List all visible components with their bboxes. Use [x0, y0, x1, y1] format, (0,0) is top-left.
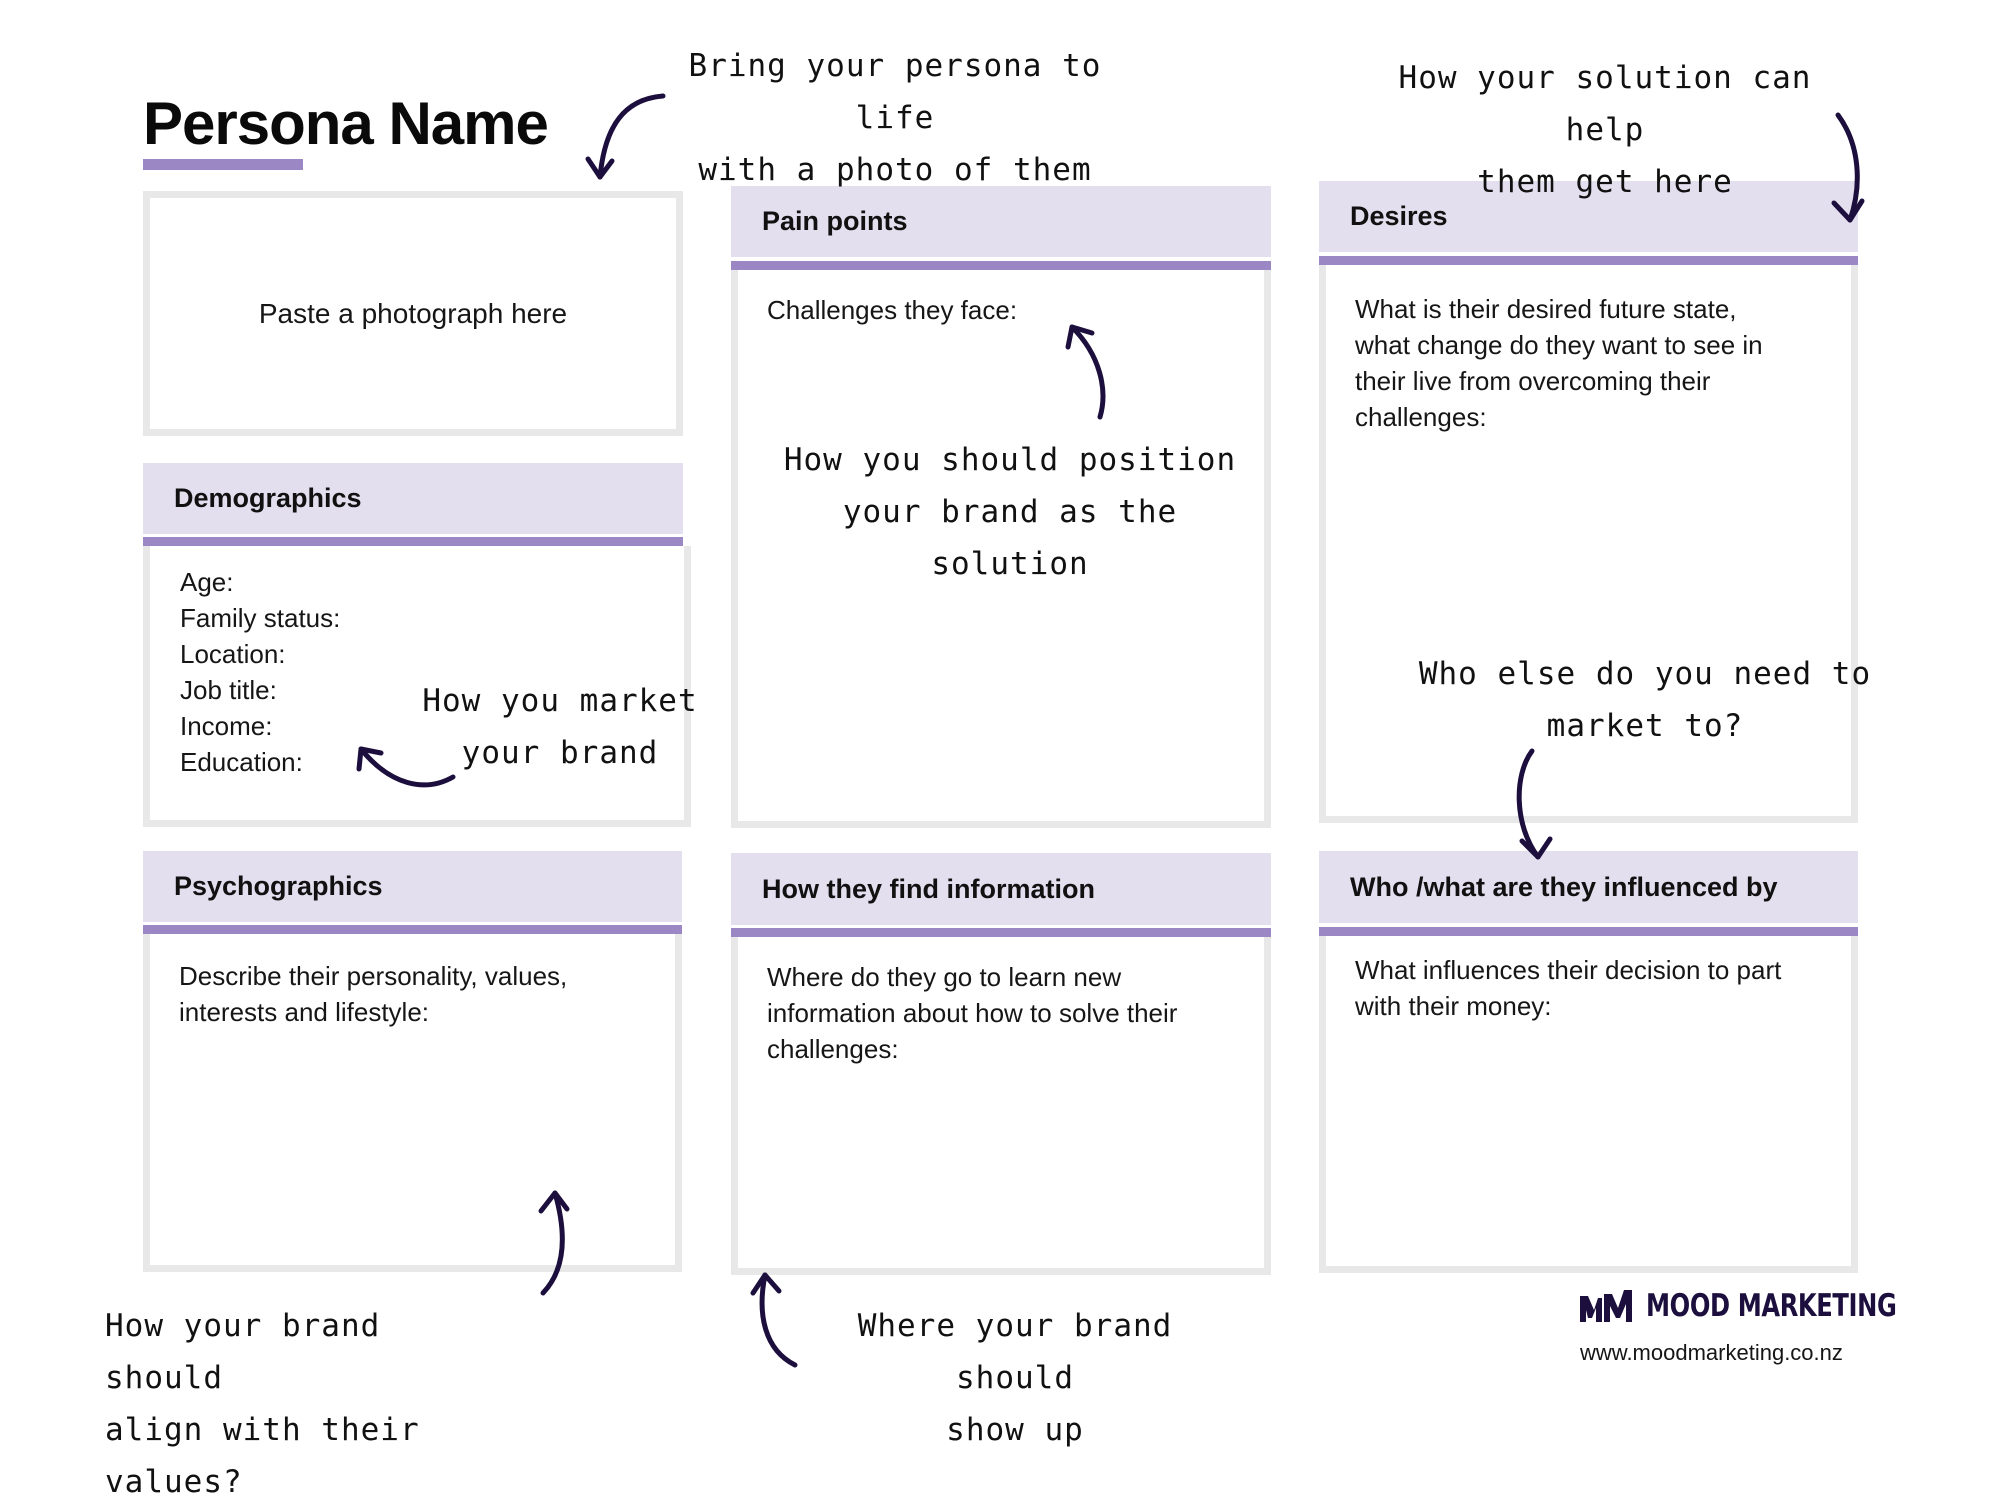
demographics-heading: Demographics — [174, 483, 362, 513]
influences-header — [1319, 851, 1858, 923]
annotation-line: with a photo of them — [698, 152, 1092, 188]
title-underline — [143, 159, 303, 170]
annotation-psychographics — [105, 1300, 515, 1508]
pain-points-heading: Pain points — [762, 206, 908, 236]
annotation-pain-points — [775, 434, 1245, 590]
website-link[interactable]: www.moodmarketing.co.nz — [1580, 1340, 1843, 1365]
arrow-icon — [580, 85, 670, 185]
influences-prompt-line: with their money: — [1355, 991, 1552, 1021]
psychographics-body[interactable] — [143, 934, 682, 1272]
psychographics-prompt-line: Describe their personality, values, — [179, 961, 568, 991]
influences-prompt-line: What influences their decision to part — [1355, 955, 1782, 985]
pain-points-header — [731, 186, 1271, 257]
influences-section — [1319, 851, 1858, 1273]
photo-placeholder-box[interactable] — [143, 191, 683, 436]
influences-body[interactable] — [1319, 936, 1858, 1273]
find-information-prompt-line: information about how to solve their — [767, 998, 1178, 1028]
find-information-heading: How they find information — [762, 873, 1095, 904]
arrow-icon — [1820, 105, 1880, 230]
annotation-line: them get here — [1477, 164, 1733, 200]
influences-heading: Who /what are they influenced by — [1350, 871, 1778, 902]
arrow-icon — [1050, 315, 1120, 425]
field-family-status: Family status: — [180, 603, 341, 633]
annotation-line: How you should position — [783, 442, 1237, 478]
demographics-accent-bar — [143, 537, 683, 546]
annotation-line: your brand — [461, 735, 659, 771]
annotation-find-information — [790, 1300, 1240, 1456]
desires-prompt-line: What is their desired future state, — [1355, 294, 1737, 324]
desires-prompt-line: what change do they want to see in — [1355, 330, 1763, 360]
find-information-section — [731, 853, 1271, 1275]
annotation-line: your brand as the solution — [842, 494, 1178, 582]
desires-heading: Desires — [1350, 201, 1448, 231]
psychographics-header — [143, 851, 682, 922]
field-location: Location: — [180, 639, 286, 669]
annotation-desires — [1370, 52, 1840, 208]
arrow-icon — [1500, 745, 1570, 865]
find-information-prompt-line: challenges: — [767, 1034, 899, 1064]
annotation-line: How your brand should — [105, 1308, 381, 1396]
find-information-accent-bar — [731, 928, 1271, 937]
field-income: Income: — [180, 711, 273, 741]
pain-points-prompt: Challenges they face: — [767, 295, 1018, 325]
psychographics-heading: Psychographics — [174, 871, 383, 901]
field-education: Education: — [180, 747, 303, 777]
demographics-header — [143, 463, 683, 534]
photo-placeholder-label: Paste a photograph here — [258, 297, 568, 329]
annotation-line: show up — [946, 1412, 1084, 1448]
annotation-line: market to? — [1546, 708, 1744, 744]
mm-monogram-icon — [1578, 1288, 1636, 1324]
annotation-line: Where your brand should — [857, 1308, 1173, 1396]
field-age: Age: — [180, 567, 234, 597]
psychographics-section — [143, 851, 682, 1272]
annotation-line: Bring your persona to life — [688, 48, 1102, 136]
influences-accent-bar — [1319, 927, 1858, 936]
annotation-line: How your solution can help — [1398, 60, 1812, 148]
desires-accent-bar — [1319, 256, 1858, 265]
psychographics-prompt-line: interests and lifestyle: — [179, 997, 430, 1027]
psychographics-accent-bar — [143, 925, 682, 934]
desires-prompt-line: challenges: — [1355, 402, 1487, 432]
annotation-line: align with their values? — [105, 1412, 420, 1500]
brand-name: MOOD MARKETING — [1646, 1288, 1897, 1324]
field-job-title: Job title: — [180, 675, 277, 705]
arrow-icon — [345, 735, 460, 795]
find-information-header — [731, 853, 1271, 925]
annotation-photo — [660, 40, 1130, 196]
find-information-prompt-line: Where do they go to learn new — [767, 962, 1122, 992]
pain-points-accent-bar — [731, 261, 1271, 270]
brand-logo[interactable] — [1578, 1288, 1967, 1324]
find-information-body[interactable] — [731, 937, 1271, 1275]
arrow-icon — [745, 1265, 805, 1375]
arrow-icon — [525, 1185, 585, 1300]
page-title[interactable]: Persona Name — [143, 90, 548, 157]
annotation-influences — [1415, 648, 1875, 752]
annotation-line: Who else do you need to — [1418, 656, 1872, 692]
annotation-line: How you market — [422, 683, 698, 719]
desires-prompt-line: their live from overcoming their — [1355, 366, 1711, 396]
